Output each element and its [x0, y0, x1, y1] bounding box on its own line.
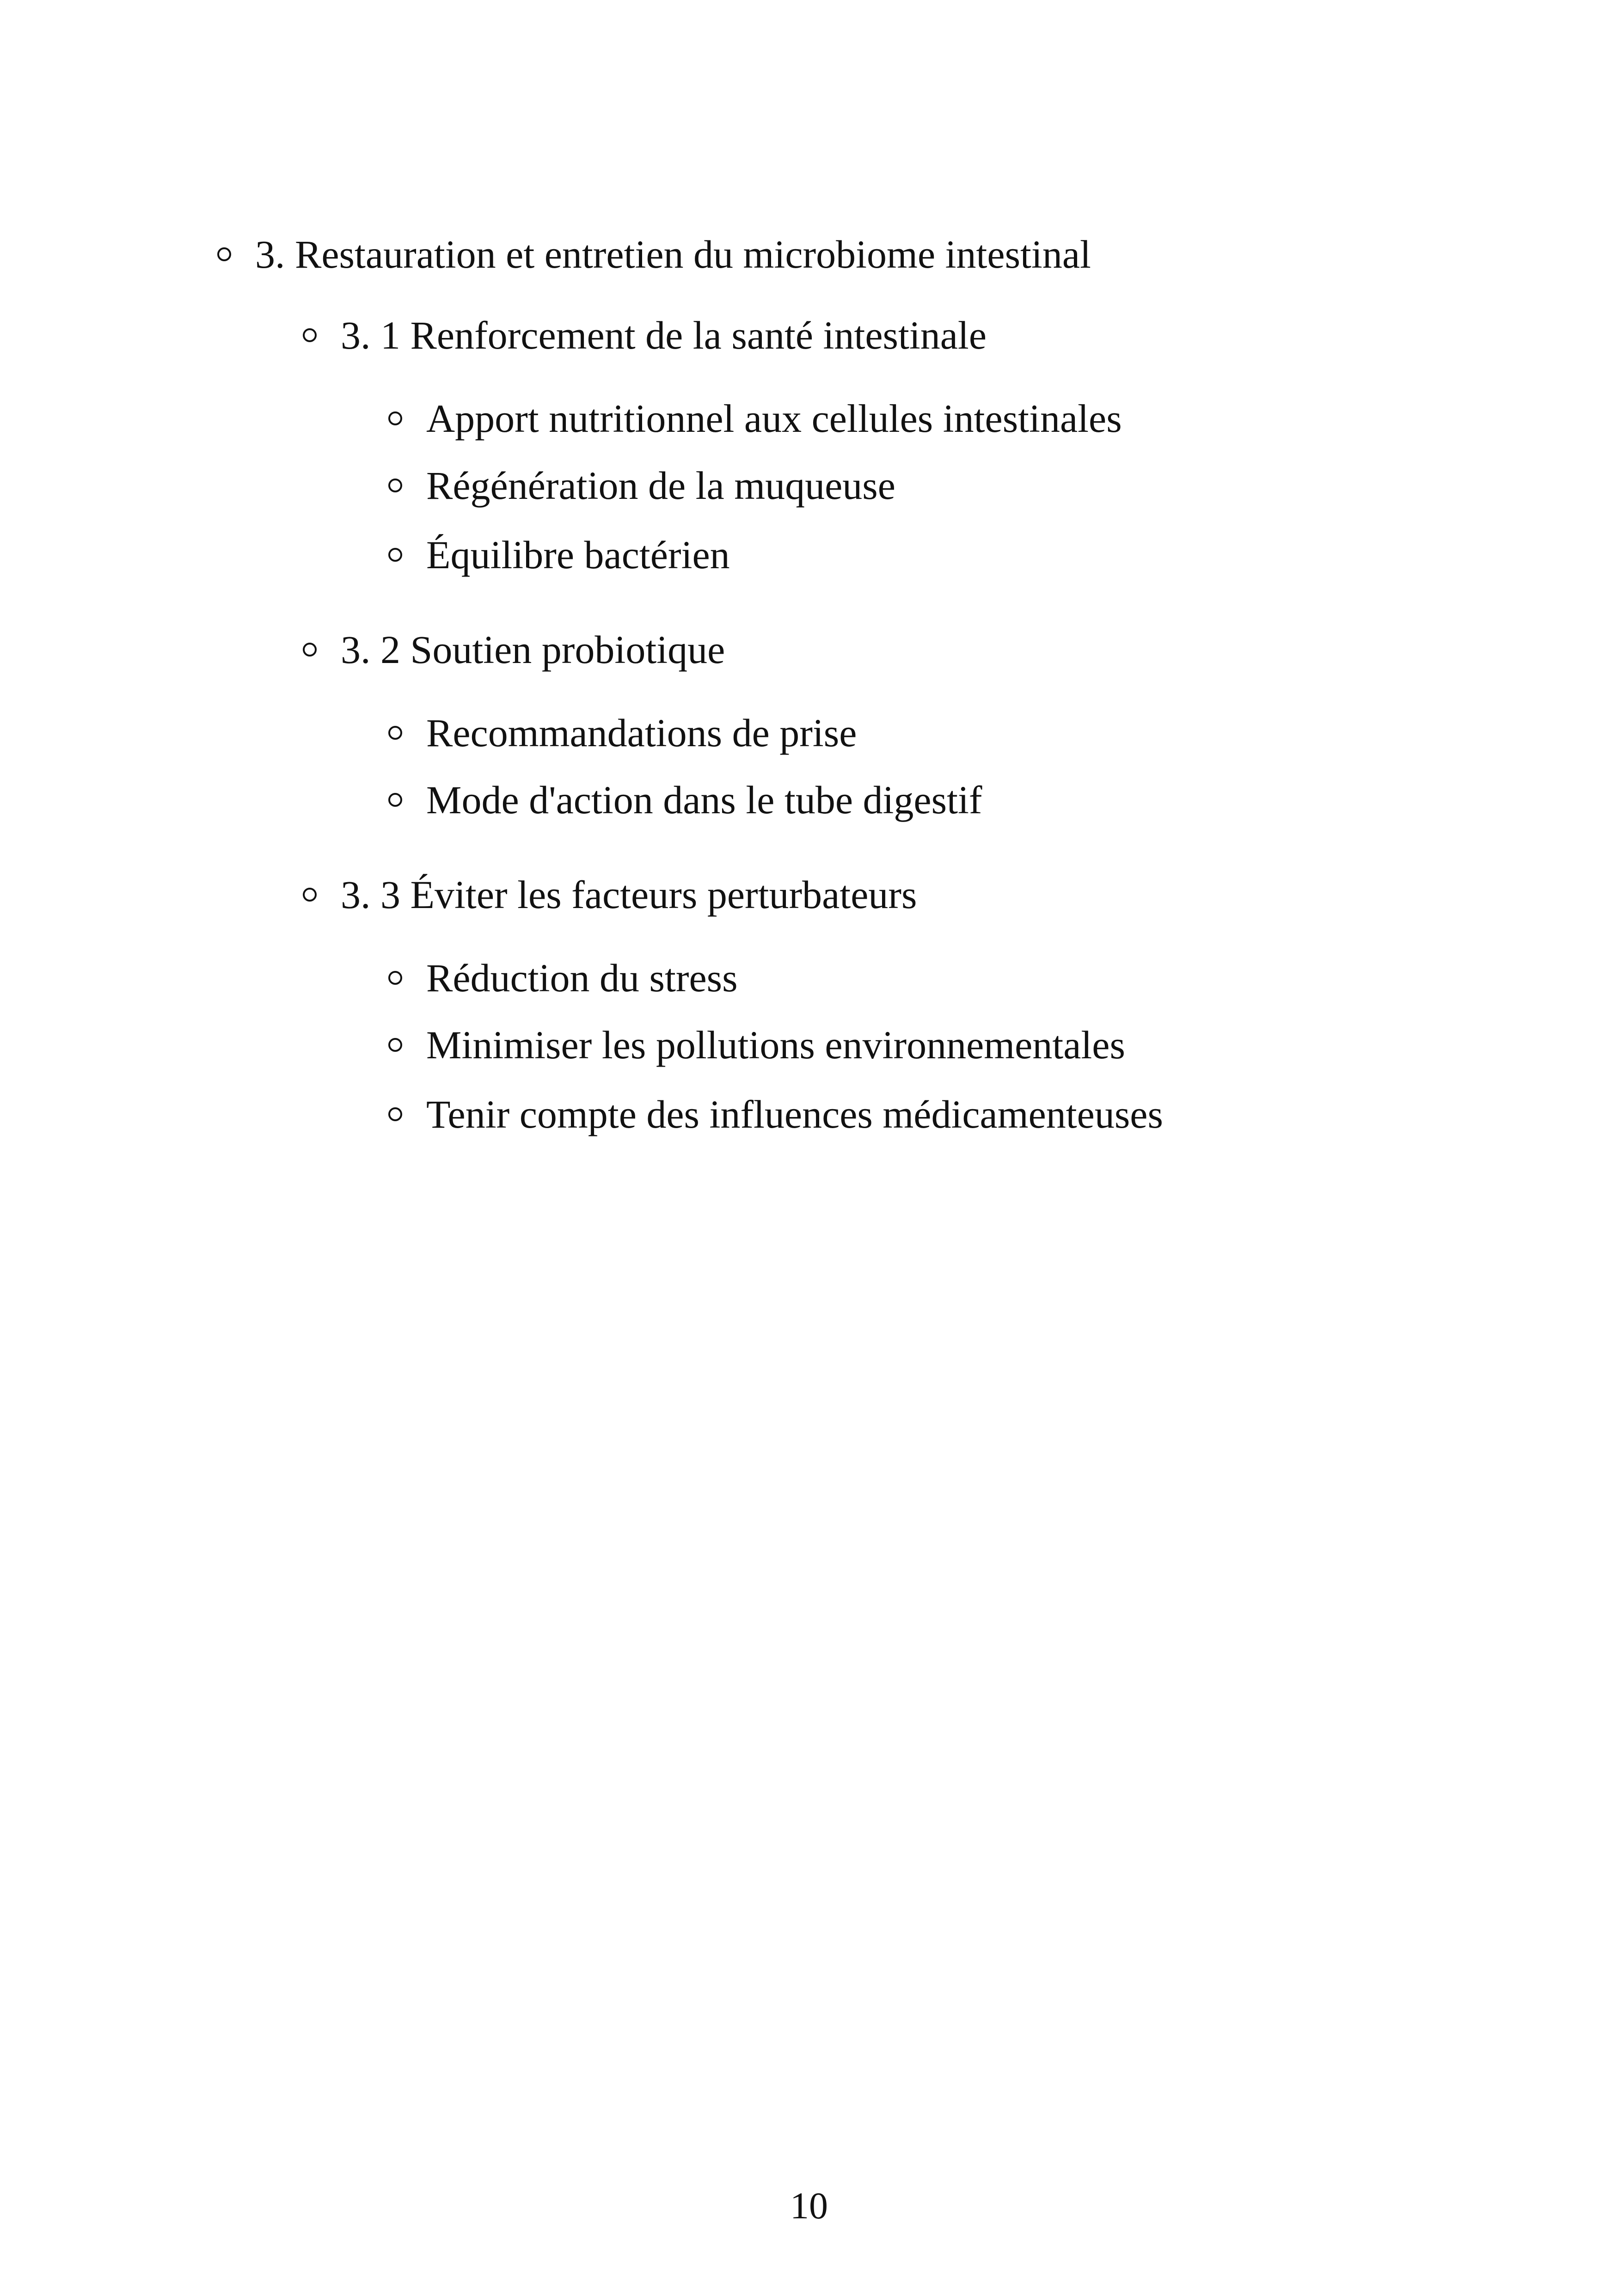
outline-item-label: Réduction du stress	[426, 956, 738, 1000]
hollow-circle-bullet-icon	[388, 479, 402, 492]
outline-item-label: 3. 3 Éviter les facteurs perturbateurs	[341, 872, 917, 917]
outline-item-point	[388, 1022, 1125, 1068]
hollow-circle-bullet-icon	[388, 1107, 402, 1121]
hollow-circle-bullet-icon	[388, 411, 402, 425]
outline-item-label: 3. Restauration et entretien du microbiome intestinal	[255, 232, 1091, 276]
hollow-circle-bullet-icon	[303, 643, 317, 657]
outline-item-label: Apport nutritionnel aux cellules intestinales	[426, 396, 1122, 441]
hollow-circle-bullet-icon	[388, 548, 402, 562]
outline-item-point	[388, 710, 857, 756]
outline-item-label: Minimiser les pollutions environnementales	[426, 1023, 1125, 1067]
outline-item-point	[388, 462, 895, 509]
outline-item-point	[388, 777, 982, 823]
hollow-circle-bullet-icon	[303, 328, 317, 342]
hollow-circle-bullet-icon	[388, 726, 402, 740]
outline-item-point	[388, 1091, 1163, 1137]
outline-item-subsection-3-2	[303, 626, 725, 673]
outline-item-label: 3. 2 Soutien probiotique	[341, 627, 725, 672]
outline-item-point	[388, 532, 730, 578]
outline-item-label: Équilibre bactérien	[426, 533, 730, 577]
hollow-circle-bullet-icon	[388, 1038, 402, 1052]
outline-item-label: 3. 1 Renforcement de la santé intestinale	[341, 313, 987, 357]
outline-item-point	[388, 395, 1122, 442]
outline-item-label: Recommandations de prise	[426, 711, 857, 755]
outline-item-point	[388, 955, 738, 1001]
outline-item-section-3	[217, 231, 1091, 277]
page-number: 10	[790, 2185, 828, 2227]
hollow-circle-bullet-icon	[303, 888, 317, 902]
hollow-circle-bullet-icon	[388, 971, 402, 985]
outline-item-subsection-3-3	[303, 872, 917, 918]
outline-item-label: Régénération de la muqueuse	[426, 463, 895, 508]
outline-item-label: Mode d'action dans le tube digestif	[426, 778, 982, 822]
hollow-circle-bullet-icon	[388, 793, 402, 807]
outline-item-label: Tenir compte des influences médicamenteuses	[426, 1092, 1163, 1136]
hollow-circle-bullet-icon	[217, 247, 231, 261]
outline-item-subsection-3-1	[303, 312, 987, 358]
